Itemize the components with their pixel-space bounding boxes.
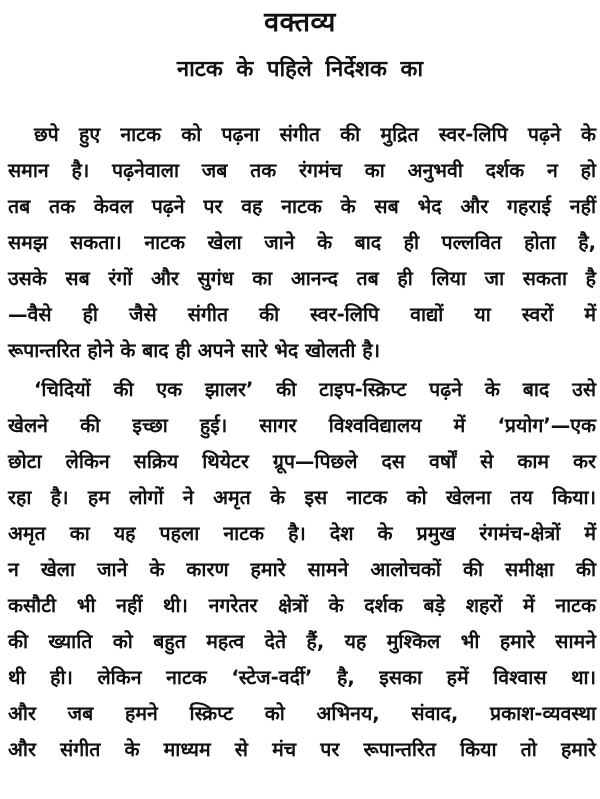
text-line: समान है। पढ़नेवाला जब तक रंगमंच का अनुभवी दर्शक न हो xyxy=(8,159,596,182)
text-line: न खेला जाने के कारण हमारे सामने आलोचकों की समीक्षा की xyxy=(8,558,596,581)
text-line: तब तक केवल पढ़ने पर वह नाटक के सब भेद और गहराई नहीं xyxy=(8,195,596,218)
page-subtitle: नाटक के पहिले निर्देशक का xyxy=(176,57,424,82)
text-line: और संगीत के माध्यम से मंच पर रूपान्तरित किया तो हमारे xyxy=(8,738,596,761)
text-line: —वैसे ही जैसे संगीत की स्वर-लिपि वाद्यों या स्वरों में xyxy=(8,303,596,326)
text-line: रहा है। हम लोगों ने अमृत के इस नाटक को खेलना तय किया। xyxy=(8,486,596,509)
text-line: कसौटी भी नहीं थी। नगरेतर क्षेत्रों के दर्शक बड़े शहरों में नाटक xyxy=(8,594,596,617)
text-line: उसके सब रंगों और सुगंध का आनन्द तब ही लिया जा सकता है xyxy=(8,267,596,290)
text-line: छपे हुए नाटक को पढ़ना संगीत की मुद्रित स्वर-लिपि पढ़ने के xyxy=(34,123,596,146)
text-line: की ख्याति को बहुत महत्व देते हैं, यह मुश्किल भी हमारे सामने xyxy=(8,630,596,653)
text-line: समझ सकता। नाटक खेला जाने के बाद ही पल्लवित होता है, xyxy=(8,231,596,254)
text-line: खेलने की इच्छा हुई। सागर विश्वविद्यालय में ‘प्रयोग’—एक xyxy=(8,414,596,437)
page-title: वक्तव्य xyxy=(264,7,336,38)
text-line: रूपान्तरित होने के बाद ही अपने सारे भेद खोलती है। xyxy=(8,339,380,362)
text-line: और जब हमने स्क्रिप्ट को अभिनय, संवाद, प्रकाश-व्यवस्था xyxy=(8,702,596,725)
text-line: छोटा लेकिन सक्रिय थियेटर ग्रूप—पिछले दस वर्षों से काम कर xyxy=(8,450,596,473)
text-line: ‘चिदियों की एक झालर’ की टाइप-स्क्रिप्ट पढ़ने के बाद उसे xyxy=(34,378,596,401)
text-line: थी ही। लेकिन नाटक ‘स्टेज-वर्दी’ है, इसका हमें विश्वास था। xyxy=(8,666,596,689)
text-line: अमृत का यह पहला नाटक है। देश के प्रमुख रंगमंच-क्षेत्रों में xyxy=(8,522,596,545)
